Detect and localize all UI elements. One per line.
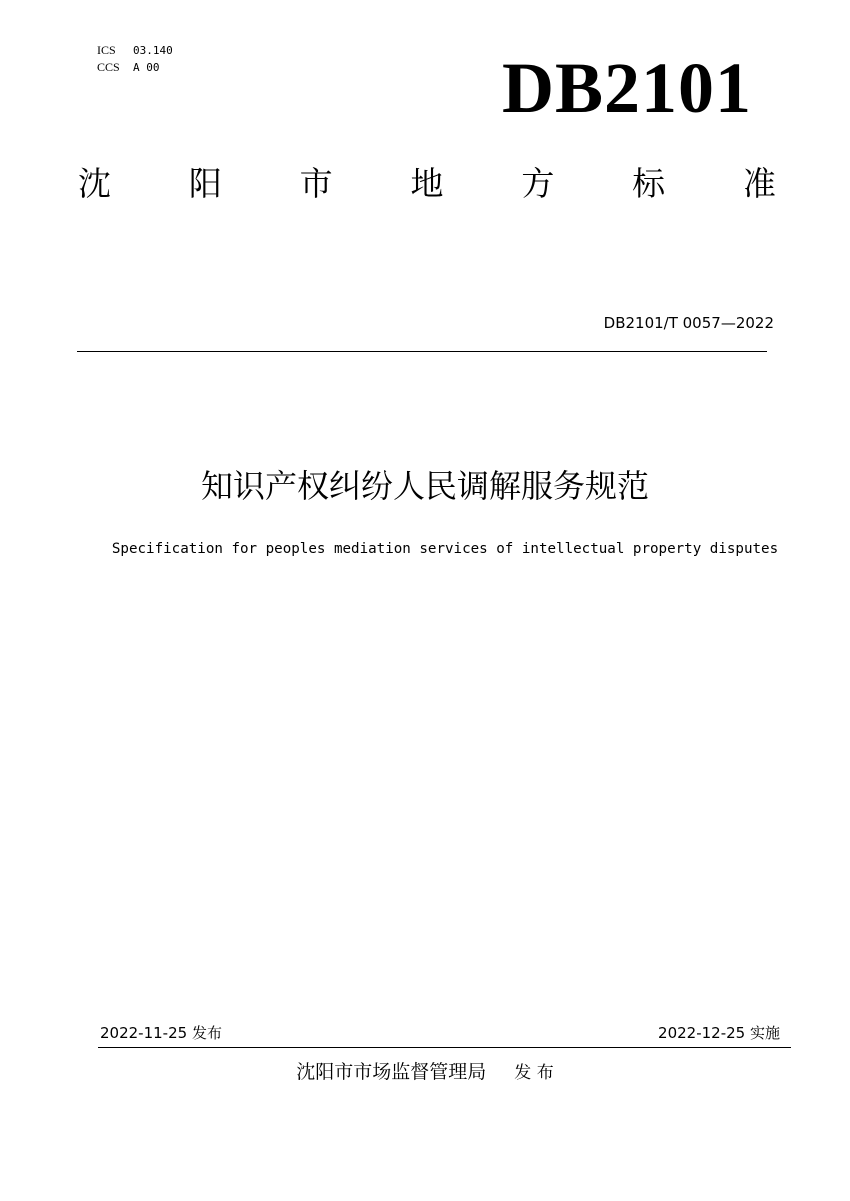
ics-row — [97, 42, 173, 59]
ccs-label: CCS — [97, 60, 120, 74]
standard-type-char: 准 — [742, 164, 776, 203]
standard-number: DB2101/T 0057—2022 — [603, 314, 774, 332]
standard-type-char: 沈 — [78, 164, 111, 203]
issuer-name: 沈阳市市场监督管理局 — [296, 1061, 487, 1083]
title-english: Specification for peoples mediation services of intellectual property disputes — [111, 541, 779, 557]
issuer-action: 发 布 — [514, 1063, 554, 1083]
standard-type-char: 标 — [632, 164, 666, 203]
top-divider — [77, 351, 767, 352]
issuer-line — [0, 1058, 850, 1087]
standard-type-char: 阳 — [188, 164, 222, 203]
implementation-date: 2022-12-25 实施 — [658, 1024, 780, 1042]
ccs-code: A 00 — [133, 61, 160, 74]
db-standard-logo: DB2101 — [501, 48, 752, 128]
standard-type-heading — [78, 160, 776, 208]
bottom-divider — [98, 1047, 791, 1048]
classification-codes — [97, 42, 173, 76]
standard-type-char: 方 — [521, 164, 555, 203]
ics-label: ICS — [97, 43, 116, 57]
ics-code: 03.140 — [133, 44, 173, 57]
standard-type-char: 地 — [410, 164, 444, 203]
issue-date: 2022-11-25 发布 — [100, 1024, 222, 1042]
title-chinese: 知识产权纠纷人民调解服务规范 — [200, 467, 649, 505]
ccs-row — [97, 59, 173, 76]
standard-type-char: 市 — [299, 164, 333, 203]
